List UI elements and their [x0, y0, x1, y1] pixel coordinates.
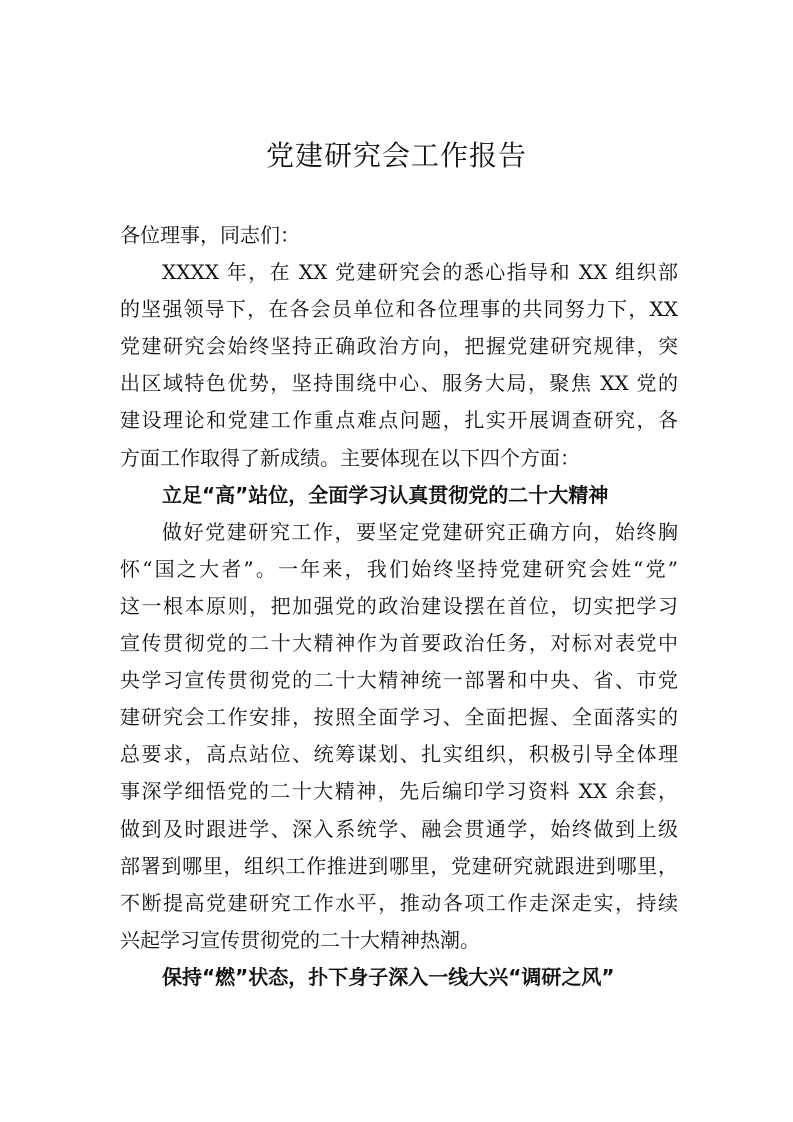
document-title: 党建研究会工作报告: [265, 139, 527, 172]
paragraph-line: 建设理论和党建工作重点难点问题，扎实开展调查研究，各: [120, 408, 678, 433]
paragraph-line: 宣传贯彻党的二十大精神作为首要政治任务，对标对表党中: [120, 631, 678, 656]
paragraph-line: 总要求，高点站位、统筹谋划、扎实组织，积极引导全体理: [120, 742, 678, 767]
paragraph-2: [120, 514, 678, 959]
paragraph-line: 这一根本原则，把加强党的政治建设摆在首位，切实把学习: [120, 593, 678, 618]
salutation: 各位理事，同志们：: [120, 223, 300, 247]
paragraph-line: 出区域特色优势，坚持围绕中心、服务大局，聚焦 XX 党的: [120, 371, 678, 396]
paragraph-1: [120, 254, 678, 477]
paragraph-line: 党建研究会始终坚持正确政治方向，把握党建研究规律，突: [120, 334, 678, 359]
paragraph-line: 事深学细悟党的二十大精神，先后编印学习资料 XX 余套，: [120, 779, 678, 804]
paragraph-line: 兴起学习宣传贯彻党的二十大精神热潮。: [120, 927, 480, 952]
paragraph-line: 央学习宣传贯彻党的二十大精神统一部署和中央、省、市党: [120, 668, 678, 693]
paragraph-line: 不断提高党建研究工作水平，推动各项工作走深走实，持续: [120, 890, 678, 915]
paragraph-line: 部署到哪里，组织工作推进到哪里，党建研究就跟进到哪里，: [120, 853, 678, 878]
paragraph-line: 做好党建研究工作，要坚定党建研究正确方向，始终胸: [162, 519, 678, 544]
paragraph-line: 建研究会工作安排，按照全面学习、全面把握、全面落实的: [120, 705, 678, 730]
paragraph-line: XXXX 年，在 XX 党建研究会的悉心指导和 XX 组织部: [162, 260, 678, 285]
paragraph-line: 方面工作取得了新成绩。主要体现在以下四个方面：: [120, 445, 580, 470]
paragraph-line: 怀“国之大者”。一年来，我们始终坚持党建研究会姓“党”: [120, 556, 678, 581]
section-heading-1: 立足“高”站位，全面学习认真贯彻党的二十大精神: [162, 482, 609, 507]
paragraph-line: 的坚强领导下，在各会员单位和各位理事的共同努力下，XX: [120, 297, 678, 322]
document-body: [120, 217, 678, 996]
section-heading-2: 保持“燃”状态，扑下身子深入一线大兴“调研之风”: [162, 964, 615, 989]
paragraph-line: 做到及时跟进学、深入系统学、融会贯通学，始终做到上级: [120, 816, 678, 841]
